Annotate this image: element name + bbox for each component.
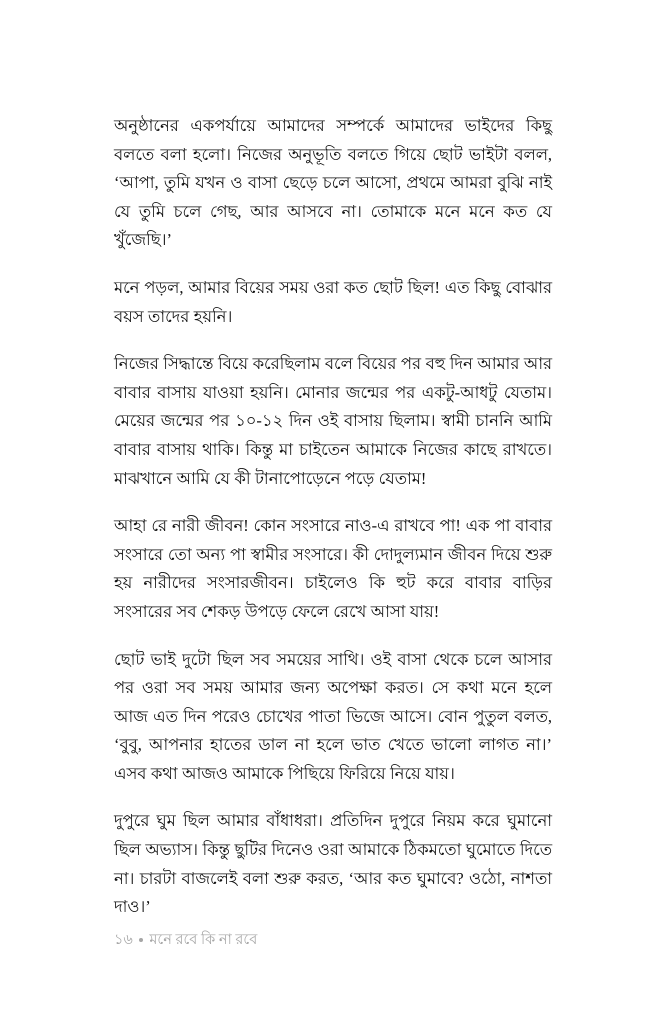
paragraph: দুপুরে ঘুম ছিল আমার বাঁধাধরা। প্রতিদিন দুপুরে নিয়ম করে ঘুমানো ছিল অভ্যাস। কিন্তু ছুটির দিনেও ওরা আমাকে ঠিকমতো ঘুমোতে দিতে না। চারটা বাজলেই বলা শুরু করত, ‘আর কত ঘুমাবে? ওঠো, নাশতা দাও।’ bbox=[114, 811, 552, 917]
page-footer bbox=[114, 930, 257, 950]
bullet-dot-icon bbox=[139, 938, 144, 943]
page-number: ১৬ bbox=[114, 932, 133, 948]
paragraph: আহা রে নারী জীবন! কোন সংসারে নাও-এ রাখবে পা! এক পা বাবার সংসারে তো অন্য পা স্বামীর সংসারে। কী দোদুল্যমান জীবন দিয়ে শুরু হয় নারীদের সংসারজীবন। চাইলেও কি হুট করে বাবার বাড়ির সংসারের সব শেকড় উপড়ে ফেলে রেখে আসা যায়! bbox=[114, 516, 552, 621]
book-title: মনে রবে কি না রবে bbox=[149, 932, 258, 948]
paragraph: অনুষ্ঠানের একপর্যায়ে আমাদের সম্পর্কে আমাদের ভাইদের কিছু বলতে বলা হলো। নিজের অনুভূতি বলতে গিয়ে ছোট ভাইটা বলল, ‘আপা, তুমি যখন ও বাসা ছেড়ে চলে আসো, প্রথমে আমরা বুঝি নাই যে তুমি চলে গেছ, আর আসবে না। তোমাকে মনে মনে কত যে খুঁজেছি।’ bbox=[114, 116, 552, 250]
paragraph: ছোট ভাই দুটো ছিল সব সময়ের সাথি। ওই বাসা থেকে চলে আসার পর ওরা সব সময় আমার জন্য অপেক্ষা করত। সে কথা মনে হলে আজ এত দিন পরেও চোখের পাতা ভিজে আসে। বোন পুতুল বলত, ‘বুবু, আপনার হাতের ডাল না হলে ভাত খেতে ভালো লাগত না।’ এসব কথা আজও আমাকে পিছিয়ে ফিরিয়ে নিয়ে যায়। bbox=[114, 649, 552, 783]
paragraph: নিজের সিদ্ধান্তে বিয়ে করেছিলাম বলে বিয়ের পর বহু দিন আমার আর বাবার বাসায় যাওয়া হয়নি। মোনার জন্মের পর একটু-আধটু যেতাম। মেয়ের জন্মের পর ১০-১২ দিন ওই বাসায় ছিলাম। স্বামী চাননি আমি বাবার বাসায় থাকি। কিন্তু মা চাইতেন আমাকে নিজের কাছে রাখতে। মাঝখানে আমি যে কী টানাপোড়েনে পড়ে যেতাম! bbox=[114, 354, 552, 488]
page-text-block bbox=[114, 112, 552, 922]
paragraph: মনে পড়ল, আমার বিয়ের সময় ওরা কত ছোট ছিল! এত কিছু বোঝার বয়স তাদের হয়নি। bbox=[114, 277, 552, 326]
